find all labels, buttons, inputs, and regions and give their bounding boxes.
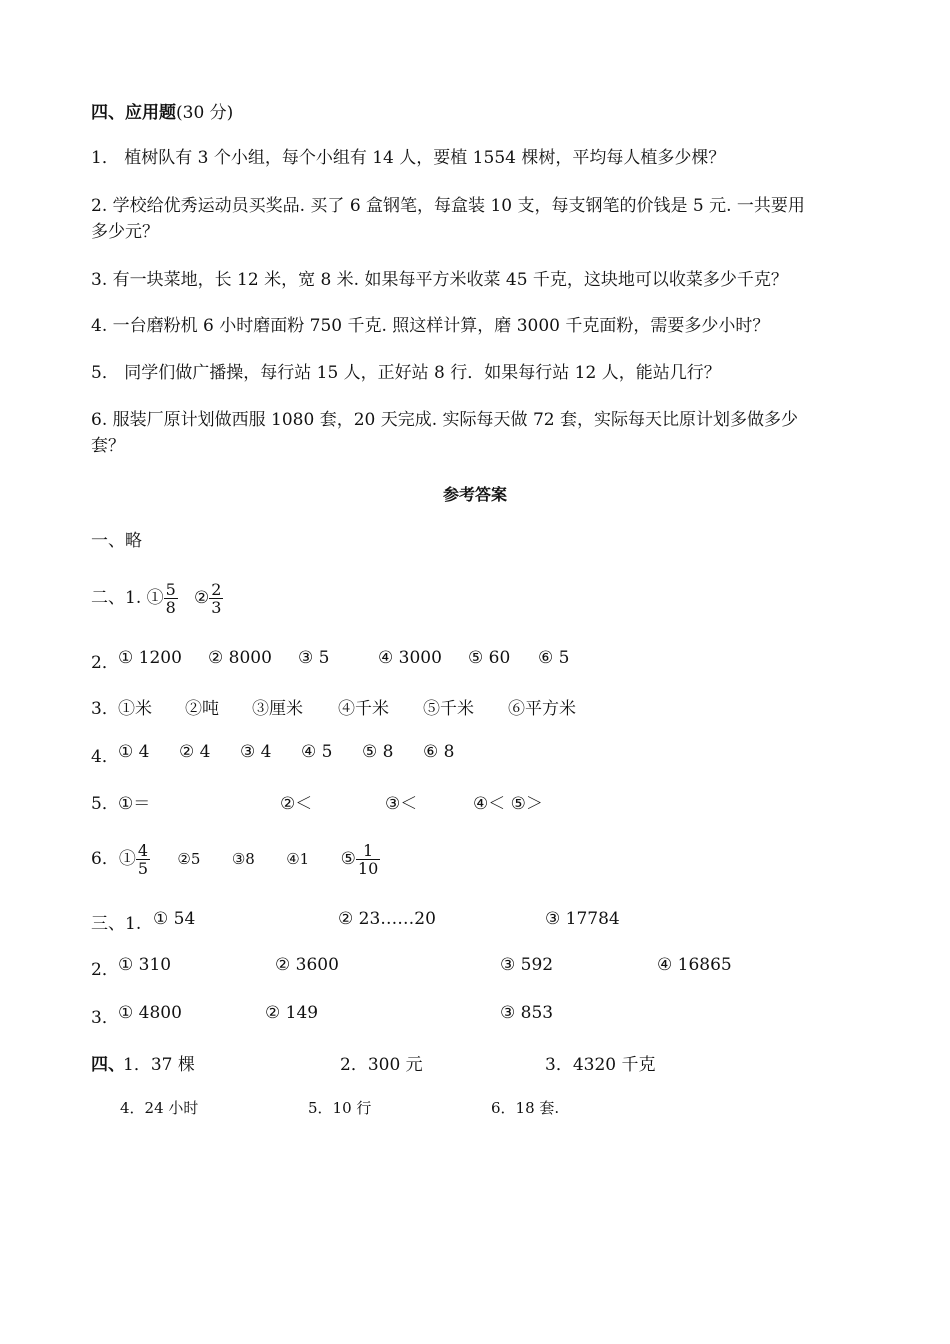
question-6: 6. 服装厂原计划做西服 1080 套，20 天完成. 实际每天做 72 套，实际每天比原计划多做多少套？: [91, 410, 798, 456]
denominator: 5: [137, 859, 149, 878]
label: 3．: [91, 1008, 119, 1028]
cell: ① 4: [118, 742, 150, 762]
cell: ③ 5: [298, 648, 330, 668]
fraction-5-8: [164, 581, 178, 616]
cell: ②5: [177, 850, 201, 868]
cell: ⑥ 5: [538, 648, 570, 668]
cell: ③8: [231, 850, 255, 868]
cell: ②吨: [185, 699, 219, 719]
answer-two-q3: [91, 694, 891, 720]
answer-three-r3: [91, 1003, 891, 1029]
answer-two-q1: [91, 578, 223, 618]
cell: ⑤ 8: [362, 742, 394, 762]
numerator: 2: [211, 580, 222, 599]
fraction-4-5: [136, 842, 150, 877]
cell: ⑤ 60: [468, 648, 511, 668]
label: 3．: [91, 699, 119, 719]
answer-three-r2: [91, 955, 891, 981]
cell: ④＜ ⑤＞: [473, 794, 543, 814]
answer-two-q5: [91, 789, 891, 815]
denominator: 3: [211, 598, 222, 617]
answer-three-r1: [91, 909, 891, 935]
cell: ④ 3000: [378, 648, 442, 668]
cell: ⑥ 8: [423, 742, 455, 762]
cell: ④ 5: [301, 742, 333, 762]
cell: ② 23……20: [338, 909, 436, 929]
cell: ③ 17784: [545, 909, 620, 929]
cell: ① 54: [153, 909, 196, 929]
cell: ① 4800: [118, 1003, 182, 1023]
answers-title: 参考答案: [442, 485, 507, 504]
numerator: 1: [362, 841, 374, 860]
cell: ① 1200: [118, 648, 182, 668]
cell: ② 8000: [208, 648, 272, 668]
numerator: 5: [165, 580, 176, 599]
cell: 1．37 棵: [123, 1055, 195, 1075]
label: 2．: [91, 960, 119, 980]
answer-four-r1: [91, 1050, 891, 1076]
question-4: 4. 一台磨粉机 6 小时磨面粉 750 千克. 照这样计算，磨 3000 千克面粉，需要多少小时？: [91, 316, 770, 336]
label: 2．: [91, 653, 119, 673]
cell: ③ 4: [240, 742, 272, 762]
question-5: 5． 同学们做广播操，每行站 15 人，正好站 8 行．如果每行站 12 人，能站几行？: [91, 363, 721, 383]
circled-mark: ⑤: [340, 849, 356, 869]
cell: 5．10 行: [308, 1099, 372, 1117]
cell: ② 4: [179, 742, 211, 762]
cell: 3．4320 千克: [545, 1055, 656, 1075]
answer-four-r2: [91, 1097, 891, 1123]
circled-mark: ①: [146, 588, 164, 608]
cell: ④千米: [338, 699, 389, 719]
answer-one: 一、略: [91, 531, 142, 551]
cell: ②＜: [280, 794, 313, 814]
circled-mark: ①: [118, 849, 136, 869]
label: 6．: [91, 849, 119, 869]
cell: ③＜: [385, 794, 418, 814]
cell: ② 3600: [275, 955, 339, 975]
answer-two-q6: [91, 837, 380, 881]
cell: ①米: [118, 699, 152, 719]
question-2: 2. 学校给优秀运动员买奖品. 买了 6 盒钢笔，每盒装 10 支，每支钢笔的价钱是 5 元. 一共要用多少元？: [91, 196, 805, 242]
answer-two-q4: [91, 742, 891, 768]
cell: ③厘米: [252, 699, 303, 719]
answer-two-q1-prefix: 二、1.: [91, 588, 142, 608]
cell: ① 310: [118, 955, 172, 975]
cell: ③ 853: [500, 1003, 554, 1023]
label: 5．: [91, 794, 119, 814]
fraction-1-10: [356, 842, 380, 877]
section-heading: [91, 100, 233, 126]
cell: 6．18 套.: [491, 1099, 560, 1117]
circled-mark: ②: [194, 588, 210, 608]
cell: 2．300 元: [340, 1055, 423, 1075]
cell: ⑤千米: [423, 699, 474, 719]
question-3: 3. 有一块菜地，长 12 米，宽 8 米. 如果每平方米收菜 45 千克，这块地可以收菜多少千克？: [91, 270, 788, 290]
cell: ② 149: [265, 1003, 319, 1023]
denominator: 10: [357, 859, 379, 878]
cell: ⑥平方米: [508, 699, 576, 719]
cell: 4．24 小时: [120, 1099, 199, 1117]
cell: ④ 16865: [657, 955, 732, 975]
label: 三、1.: [91, 914, 142, 934]
denominator: 8: [165, 598, 176, 617]
numerator: 4: [137, 841, 149, 860]
section-score: (30 分): [176, 103, 234, 123]
fraction-2-3: [209, 581, 223, 616]
answer-two-q2: [91, 648, 891, 674]
cell: ③ 592: [500, 955, 554, 975]
question-1: 1． 植树队有 3 个小组，每个小组有 14 人，要植 1554 棵树，平均每人植多少棵？: [91, 148, 726, 168]
label: 4．: [91, 747, 119, 767]
label: 四、: [91, 1055, 125, 1075]
section-title: 四、应用题: [91, 103, 176, 123]
cell: ①＝: [118, 794, 151, 814]
cell: ④1: [286, 850, 310, 868]
